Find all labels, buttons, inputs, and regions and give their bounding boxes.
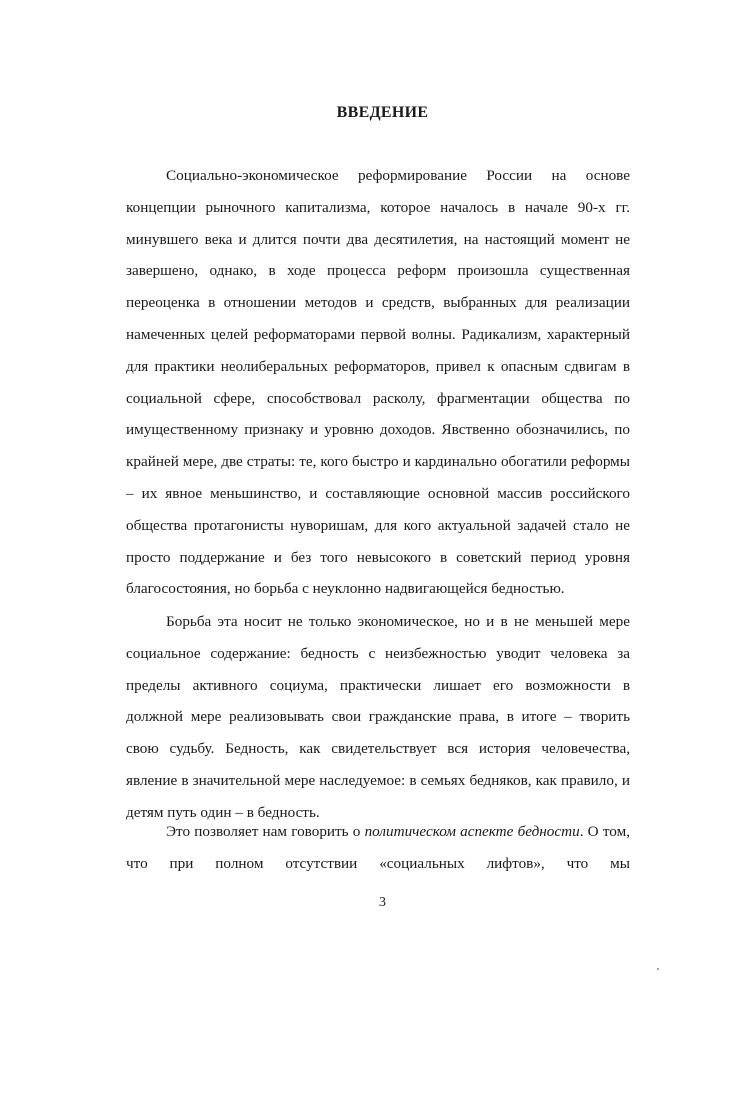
paragraph-3 [126,816,630,880]
page-title: ВВЕДЕНИЕ [336,104,429,121]
page-number: 3 [379,895,386,910]
paragraph-3-block [126,816,630,880]
paragraph-3-rest: . О том, что при полном отсутствии «социальных лифтов», что мы [126,823,630,872]
scan-speck [657,968,659,970]
paragraph-2-block [126,606,630,829]
paragraph-1: Социально-экономическое реформирование России на основе концепции рыночного капитализма, которое началось в начале 90-х гг. минувшего века и длится почти два десятилетия, на настоящий момент не завершено, однако, в ходе процесса реформ произошла существенная переоценка в отношении методов и средств, выбранных для реализации намеченных целей реформаторами первой волны. Радикализм, характерный для практики неолиберальных реформаторов, привел к опасным сдвигам в социальной сфере, способствовал расколу, фрагментации общества по имущественному признаку и уровню доходов. Явственно обозначились, по крайней мере, две страты: те, кого быстро и кардинально обогатили реформы – их явное меньшинство, и составляющие основной массив российского общества протагонисты нуворишам, для кого актуальной задачей стало не просто поддержание и без того невысокого в советский период уровня благосостояния, но борьба с неуклонно надвигающейся бедностью. [126,167,630,598]
paragraph-2: Борьба эта носит не только экономическое, но и в не меньшей мере социальное содержание: бедность с неизбежностью уводит человека за пределы активного социума, практически лишает его возможности в должной мере реализовывать свои гражданские права, в итоге – творить свою судьбу. Бедность, как свидетельствует вся история человечества, явление в значительной мере наследуемое: в семьях бедняков, как правило, и детям путь один – в бедность. [126,613,630,821]
paragraph-3-intro: Это позволяет нам говорить о [166,823,365,840]
paragraph-3-emphasis: политическом аспекте бедности [364,823,580,840]
paragraph-1-block [126,160,630,605]
